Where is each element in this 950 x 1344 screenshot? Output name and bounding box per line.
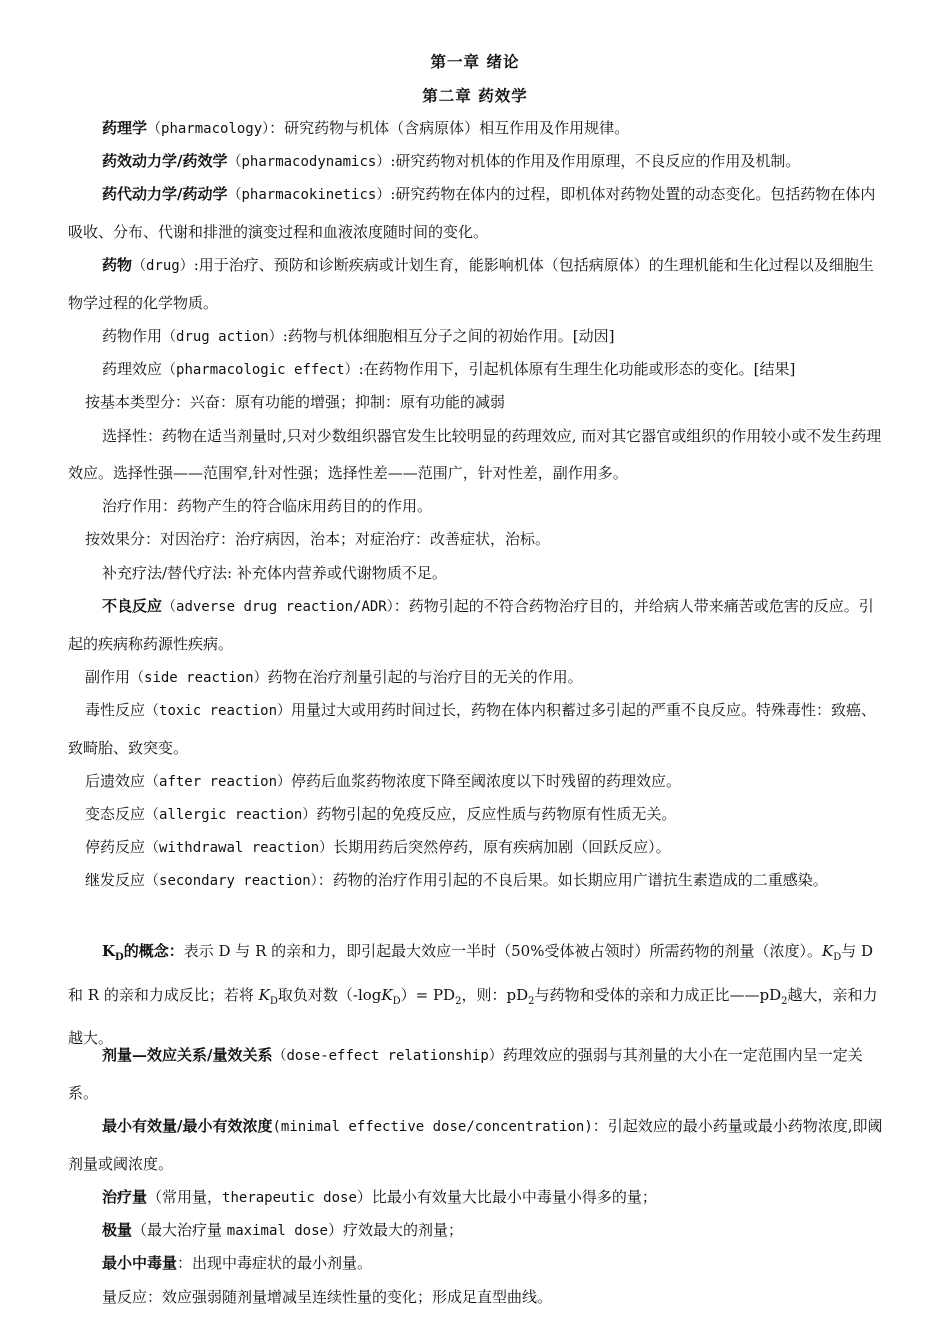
definition: ：药物引起的不符合药物治疗目的，并给病人带来痛苦或危害的反应。引起的疾病称药源性疾病。 [68,597,874,653]
term: 剂量—效应关系/量效关系 [102,1046,273,1064]
definition: 停药后血浆药物浓度下降至阈浓度以下时残留的药理效应。 [291,772,682,790]
minimal-effective-dose-paragraph [68,1108,883,1182]
term: 停药反应 [85,838,146,856]
term [102,942,184,963]
term: 药物 [102,256,133,274]
therapeutic-action-line: 治疗作用：药物产生的符合临床用药目的的作用。 [102,497,433,515]
definition-part: 越大，亲和力越大。 [68,985,878,1047]
definition: 用量过大或用药时间过长，药物在体内积蓄过多引起的严重不良反应。特殊毒性：致癌、致畸胎、致突变。 [68,701,877,757]
term-english: （after reaction） [145,774,292,790]
definition-part: 与 D 和 R 的亲和力成反比；若将 [68,942,874,1004]
definition: 药理效应的强弱与其剂量的大小在一定范围内呈一定关系。 [68,1046,863,1102]
replacement-line: 补充疗法/替代疗法: 补充体内营养或代谢物质不足。 [102,564,447,582]
dose-effect-paragraph [68,1037,883,1111]
definition: 药物在治疗剂量引起的与治疗目的无关的作用。 [267,668,583,686]
term-english: （adverse drug reaction/ADR） [162,599,394,615]
term-english: （pharmacologic effect） [162,362,359,378]
term: 变态反应 [85,805,146,823]
kd-subscript: D [392,995,401,1007]
pharmacokinetics-paragraph [68,176,883,250]
definition: ）比最小有效量大比最小中毒量小得多的量； [356,1188,657,1206]
maximal-dose-line [68,1212,883,1250]
kd-symbol: K [381,985,393,1004]
term: 副作用 [85,668,131,686]
kd-subscript: D [115,952,124,963]
basic-type-line: 按基本类型分：兴奋：原有功能的增强；抑制：原有功能的减弱 [85,393,506,411]
minimal-toxic-dose-line [68,1245,883,1282]
kd-symbol: K [821,942,834,960]
term: 继发反应 [85,871,146,889]
term: 最小中毒量 [102,1254,178,1272]
chapter-1-title: 第一章 绪论 [430,52,520,71]
pd-subscript: 2 [781,995,788,1007]
term: 毒性反应 [85,701,146,719]
term-english: （pharmacology） [147,121,270,137]
term: 治疗量 [102,1188,148,1206]
term-english: （pharmacodynamics） [227,154,391,170]
kd-subscript: D [269,995,278,1007]
kd-subscript: D [833,952,842,963]
therapeutic-dose-line [68,1179,883,1217]
term-english: （dose-effect relationship） [272,1048,503,1064]
definition-part: ，则：pD [461,985,529,1004]
definition-part: （最大治疗量 [132,1221,227,1239]
term-english: （allergic reaction） [145,807,317,823]
kd-symbol: K [258,985,270,1004]
drug-action-paragraph [68,318,883,356]
term-english: （drug） [132,258,194,274]
pharmacodynamics-paragraph [68,143,883,181]
definition-part: ）= PD [400,985,456,1004]
term: 不良反应 [102,597,163,615]
term-english: （side reaction） [130,670,268,686]
definition: ：研究药物与机体（含病原体）相互作用及作用规律。 [269,119,630,137]
term-english: （toxic reaction） [145,703,292,719]
term: 后遗效应 [85,772,146,790]
term-english: (minimal effective dose/concentration) [272,1119,593,1135]
allergic-reaction-line [68,796,883,834]
term-english: （pharmacokinetics） [227,187,391,203]
term: 药效动力学/药效学 [102,152,228,170]
term: 药理学 [102,119,148,137]
definition-part: 与药物和受体的亲和力成正比——pD [534,985,782,1004]
definition: ）疗效最大的剂量； [327,1221,463,1239]
term-english: （withdrawal reaction） [145,840,334,856]
side-reaction-line [68,659,883,697]
term-english: （drug action） [162,329,283,345]
definition: ：出现中毒症状的最小剂量。 [177,1254,373,1272]
pd-subscript: 2 [455,995,462,1007]
definition-part: 取负对数（-log [277,985,382,1004]
kd-term-tail: 的概念： [123,942,184,960]
term: 药代动力学/药动学 [102,185,228,203]
term-english: （secondary reaction） [145,873,318,889]
chapter-2-title: 第二章 药效学 [422,86,528,105]
definition-part: （常用量， [147,1188,223,1206]
definition: ：药物的治疗作用引起的不良后果。如长期应用广谱抗生素造成的二重感染。 [317,871,828,889]
after-reaction-line [68,763,883,801]
secondary-reaction-paragraph [68,862,883,900]
definition: :研究药物对机体的作用及作用原理，不良反应的作用及机制。 [390,152,801,170]
definition: ：引起效应的最小药量或最小药物浓度,即阈剂量或阈浓度。 [68,1117,883,1173]
withdrawal-reaction-line [68,829,883,867]
by-effect-line: 按效果分：对因治疗：治疗病因，治本；对症治疗：改善症状，治标。 [85,530,551,548]
term: 最小有效量/最小有效浓度 [102,1117,273,1135]
drug-paragraph [68,247,883,321]
kd-symbol: K [102,942,116,960]
definition: 表示 D 与 R 的亲和力，即引起最大效应一半时（50%受体被占领时）所需药物的剂量（浓度）。 [183,942,822,960]
definition: 药物引起的免疫反应，反应性质与药物原有性质无关。 [316,805,677,823]
term-english: therapeutic dose [222,1190,357,1206]
toxic-reaction-paragraph [68,692,883,766]
definition: :研究药物在体内的过程，即机体对药物处置的动态变化。包括药物在体内吸收、分布、代谢和排泄的演变过程和血液浓度随时间的变化。 [68,185,876,241]
selectivity-paragraph: 选择性：药物在适当剂量时,只对少数组织器官发生比较明显的药理效应, 而对其它器官或组织的作用较小或不发生药理效应。选择性强——范围窄,针对性强；选择性差——范围广，针对性差，副作用多。 [68,427,882,482]
term-english: maximal dose [226,1223,328,1239]
definition: :药物与机体细胞相互分子之间的初始作用。[动因] [282,327,615,345]
pharmacology-paragraph [68,110,883,148]
term: 药物作用 [102,327,163,345]
pd-subscript: 2 [528,995,535,1007]
definition: :在药物作用下，引起机体原有生理生化功能或形态的变化。[结果] [358,360,796,378]
graded-response-line: 量反应：效应强弱随剂量增减呈连续性量的变化；形成足直型曲线。 [102,1288,553,1306]
pharmacologic-effect-paragraph [68,351,883,389]
definition: :用于治疗、预防和诊断疾病或计划生育，能影响机体（包括病原体）的生理机能和生化过程以及细胞生物学过程的化学物质。 [68,256,874,312]
term: 极量 [102,1221,133,1239]
term: 药理效应 [102,360,163,378]
definition: 长期用药后突然停药，原有疾病加剧（回跃反应）。 [333,838,671,856]
adr-paragraph [68,588,883,662]
